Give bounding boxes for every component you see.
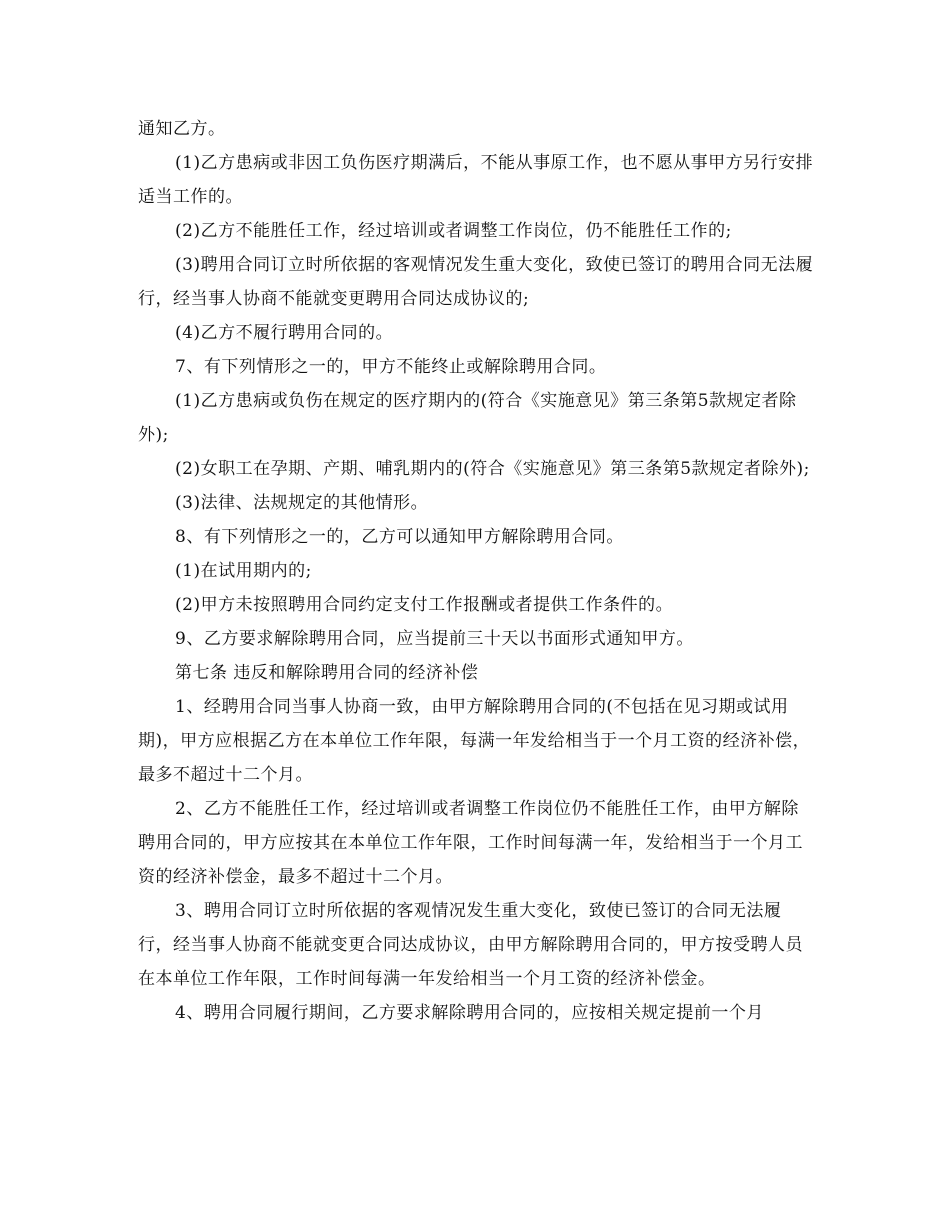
paragraph: (2)乙方不能胜任工作，经过培训或者调整工作岗位，仍不能胜任工作的; (175, 221, 732, 241)
paragraph: (3)聘用合同订立时所依据的客观情况发生重大变化，致使已签订的聘用合同无法履行，经当事人协商不能就变更聘用合同达成协议的; (138, 255, 814, 309)
paragraph: 7、有下列情形之一的，甲方不能终止或解除聘用合同。 (175, 357, 607, 377)
paragraph: (3)法律、法规规定的其他情形。 (175, 493, 429, 513)
paragraph: (4)乙方不履行聘用合同的。 (175, 323, 394, 343)
paragraph: 3、聘用合同订立时所依据的客观情况发生重大变化，致使已签订的合同无法履行，经当事人协商不能就变更合同达成协议，由甲方解除聘用合同的，甲方按受聘人员在本单位工作年限，工作时间每满一年发给相当一个月工资的经济补偿金。 (138, 901, 803, 989)
paragraph: (1)乙方患病或非因工负伤医疗期满后，不能从事原工作，也不愿从事甲方另行安排适当工作的。 (138, 153, 814, 207)
paragraph: 4、聘用合同履行期间，乙方要求解除聘用合同的，应按相关规定提前一个月 (175, 1003, 764, 1023)
paragraph: (1)乙方患病或负伤在规定的医疗期内的(符合《实施意见》第三条第5款规定者除外); (138, 391, 797, 445)
paragraph: 1、经聘用合同当事人协商一致，由甲方解除聘用合同的(不包括在见习期或试用期)，甲方应根据乙方在本单位工作年限，每满一年发给相当于一个月工资的经济补偿，最多不超过十二个月。 (138, 697, 811, 785)
paragraph: (2)女职工在孕期、产期、哺乳期内的(符合《实施意见》第三条第5款规定者除外); (175, 459, 810, 479)
paragraph: (1)在试用期内的; (175, 561, 312, 581)
section-heading: 第七条 违反和解除聘用合同的经济补偿 (175, 663, 479, 683)
paragraph: 通知乙方。 (138, 119, 226, 139)
paragraph: 9、乙方要求解除聘用合同，应当提前三十天以书面形式通知甲方。 (175, 629, 694, 649)
paragraph: 8、有下列情形之一的，乙方可以通知甲方解除聘用合同。 (175, 527, 624, 547)
paragraph: (2)甲方未按照聘用合同约定支付工作报酬或者提供工作条件的。 (175, 595, 674, 615)
paragraph: 2、乙方不能胜任工作，经过培训或者调整工作岗位仍不能胜任工作，由甲方解除聘用合同的，甲方应按其在本单位工作年限，工作时间每满一年，发给相当于一个月工资的经济补偿金，最多不超过十二个月。 (138, 799, 803, 887)
document-body (138, 112, 814, 1030)
